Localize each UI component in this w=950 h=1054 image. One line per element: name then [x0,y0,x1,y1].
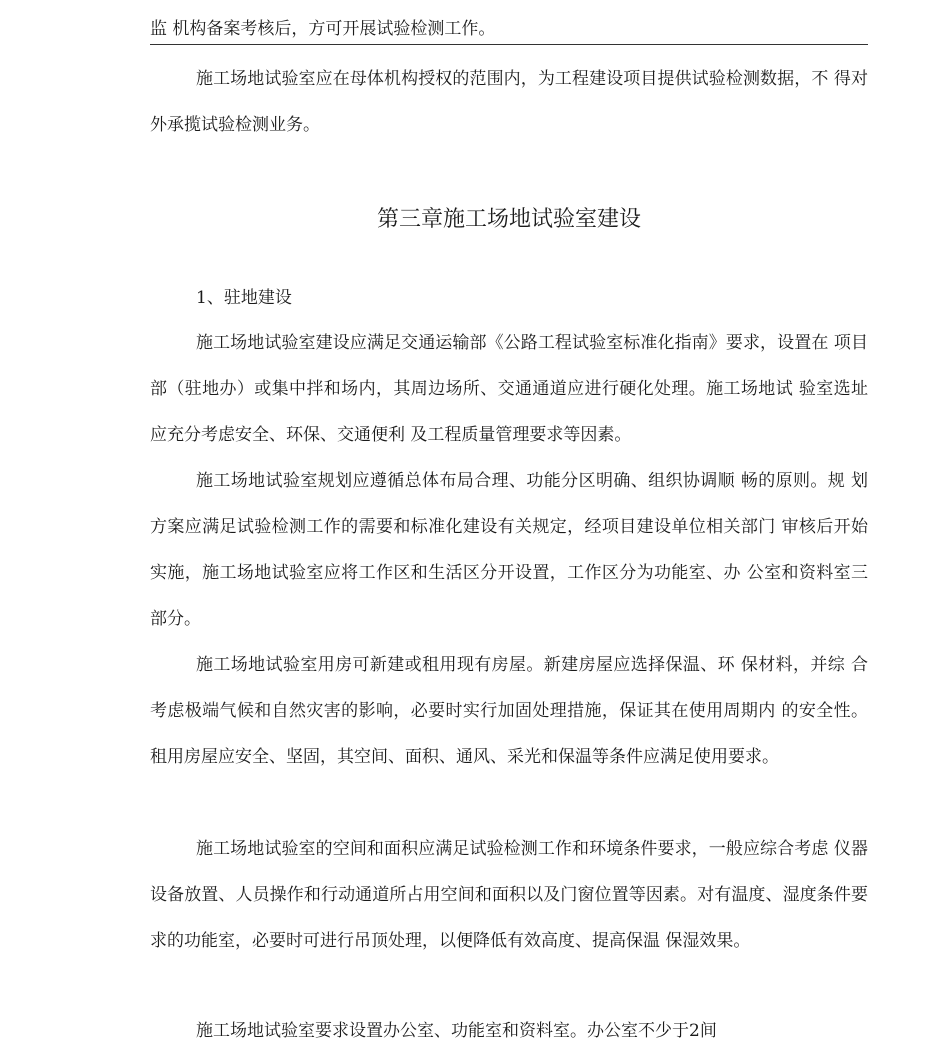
rooms-paragraph: 施工场地试验室要求设置办公室、功能室和资料室。办公室不少于2间 [196,1021,717,1041]
intro-paragraph: 施工场地试验室应在母体机构授权的范围内，为工程建设项目提供试验检测数据，不 得对外承揽试验检测业务。 [150,69,868,135]
section-title: 1、驻地建设 [196,288,292,308]
running-header: 监 机构备案考核后，方可开展试验检测工作。 [150,19,496,39]
chapter-title: 第三章施工场地试验室建设 [376,207,641,232]
requirements-paragraph: 施工场地试验室建设应满足交通运输部《公路工程试验室标准化指南》要求，设置在 项目部（驻地办）或集中拌和场内，其周边场所、交通通道应进行硬化处理。施工场地试 验室选址应充分考虑安全、环保、交通便利 及工程质量管理要求等因素。 [150,333,868,445]
housing-paragraph: 施工场地试验室用房可新建或租用现有房屋。新建房屋应选择保温、环 保材料，并综 合考虑极端气候和自然灾害的影响，必要时实行加固处理措施，保证其在使用周期内 的安全性。租用房屋应安全、坚固，其空间、面积、通风、采光和保温等条件应满足使用要求。 [150,655,868,767]
space-paragraph: 施工场地试验室的空间和面积应满足试验检测工作和环境条件要求，一般应综合考虑 仪器设备放置、人员操作和行动通道所占用空间和面积以及门窗位置等因素。对有温度、湿度条件要求的功能室，必要时可进行吊顶处理，以便降低有效高度、提高保温 保湿效果。 [150,839,868,951]
planning-paragraph: 施工场地试验室规划应遵循总体布局合理、功能分区明确、组织协调顺 畅的原则。规 划方案应满足试验检测工作的需要和标准化建设有关规定，经项目建设单位相关部门 审核后开始实施，施工场地试验室应将工作区和生活区分开设置，工作区分为功能室、办 公室和资料室三部分。 [150,471,868,629]
header-divider [150,44,868,45]
